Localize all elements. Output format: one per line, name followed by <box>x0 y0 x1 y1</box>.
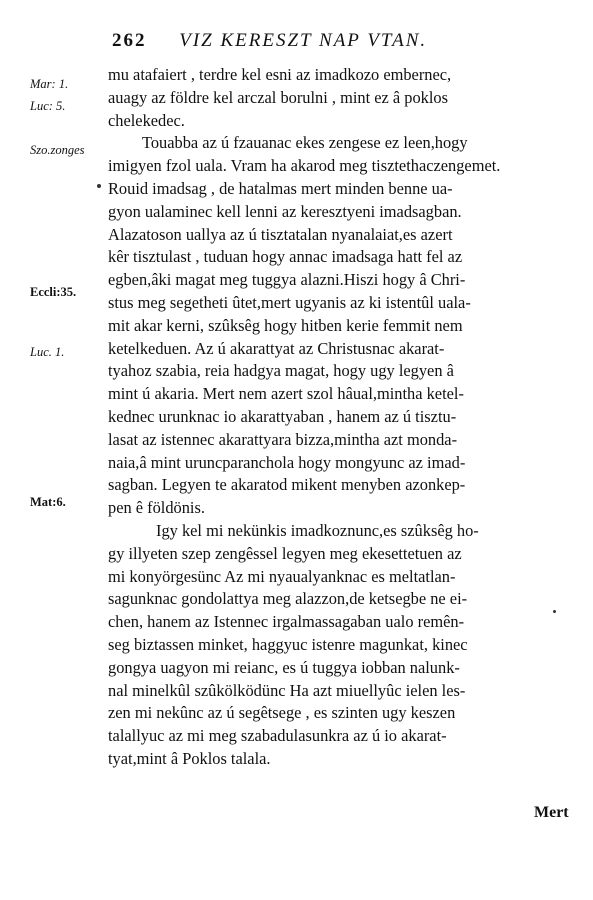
text-line: sagunknac gondolattya meg alazzon,de ketsegbe ne ei- <box>108 589 468 609</box>
text-line: gy illyeten szep zengêssel legyen meg ekesettetuen az <box>108 543 462 563</box>
margin-note-mat6: Mat:6. <box>30 495 66 509</box>
text-line: egben,âki magat meg tuggya alazni.Hiszi hogy â Chri- <box>108 270 466 290</box>
text-line: naia,â mint uruncparanchola hogy mongyunc az imad- <box>108 452 466 472</box>
text-line: kednec urunknac io akarattyaban , hanem az ú tisztu- <box>108 406 457 426</box>
text-line: mu atafaiert , terdre kel esni az imadkozo embernec, <box>108 65 452 84</box>
text-line: Igy kel mi nekünkis imadkoznunc,es szûksêg ho- <box>156 520 479 540</box>
text-line: lasat az istennec akarattyara bizza,mintha azt monda- <box>108 429 458 449</box>
margin-note-luc5: Luc: 5. <box>30 99 66 113</box>
ink-speck <box>553 610 556 613</box>
text-line: gongya uagyon mi reianc, es ú tuggya iobban nalunk- <box>108 657 460 677</box>
margin-note-eccli: Eccli:35. <box>30 285 77 299</box>
text-line: Rouid imadsag , de hatalmas mert minden benne ua- <box>108 178 453 198</box>
text-line: tyahoz szabia, reia hadgya magat, hogy ugy legyen â <box>108 361 454 381</box>
text-line: pen ê földönis. <box>108 498 205 518</box>
text-line: chelekedec. <box>108 110 185 130</box>
margin-note-szo: Szo.zonges <box>30 143 85 157</box>
margin-note-mar1: Mar: 1. <box>30 77 69 91</box>
ink-speck <box>97 184 101 188</box>
text-line: kêr tisztulast , tuduan hogy annac imadsaga hatt fel az <box>108 247 463 267</box>
body-text <box>108 64 570 771</box>
text-line: chen, hanem az Istennec irgalmassagaban ualo remên- <box>108 612 465 632</box>
text-line: seg biztassen minket, haggyuc istenre magunkat, kinec <box>108 634 468 654</box>
text-line: nal minelkûl szûkölködünc Ha azt miuellyûc ielen les- <box>108 680 466 700</box>
margin-note-luc1: Luc. 1. <box>30 345 65 359</box>
text-line: mint ú akaria. Mert nem azert szol hâual,mintha ketel- <box>108 384 464 404</box>
text-line: sagban. Legyen te akaratod mikent menyben azonkep- <box>108 475 466 495</box>
text-line: tyat,mint â Poklos talala. <box>108 748 271 768</box>
text-line: Touabba az ú fzauanac ekes zengese ez leen,hogy <box>142 133 468 153</box>
text-line: auagy az földre kel arczal borulni , mint ez â poklos <box>108 87 448 107</box>
text-line: Alazatoson uallya az ú tisztatalan nyanalaiat,es azert <box>108 224 453 244</box>
text-line: gyon ualaminec kell lenni az keresztyeni imadsagban. <box>108 201 462 221</box>
text-line: ketelkeduen. Az ú akarattyat az Christusnac akarat- <box>108 338 445 358</box>
text-line: imigyen fzol uala. Vram ha akarod meg tisztethaczengemet. <box>108 156 501 176</box>
catchword: Mert <box>534 804 569 821</box>
page-number: 262 <box>112 30 147 51</box>
running-title: VIZ KERESZT NAP VTAN. <box>179 30 428 51</box>
running-header <box>112 30 532 52</box>
text-line: stus meg segetheti ûtet,mert ugyanis az ki istentûl uala- <box>108 292 471 312</box>
text-line: zen mi nekûnc az ú segêtsege , es szinten ugy keszen <box>108 703 456 723</box>
text-line: talallyuc az mi meg szabadulasunkra az ú io akarat- <box>108 726 447 746</box>
text-line: mi konyörgesünc Az mi nyaualyanknac es meltatlan- <box>108 566 456 586</box>
text-line: mit akar kerni, szûksêg hogy hitben kerie femmit nem <box>108 315 463 335</box>
